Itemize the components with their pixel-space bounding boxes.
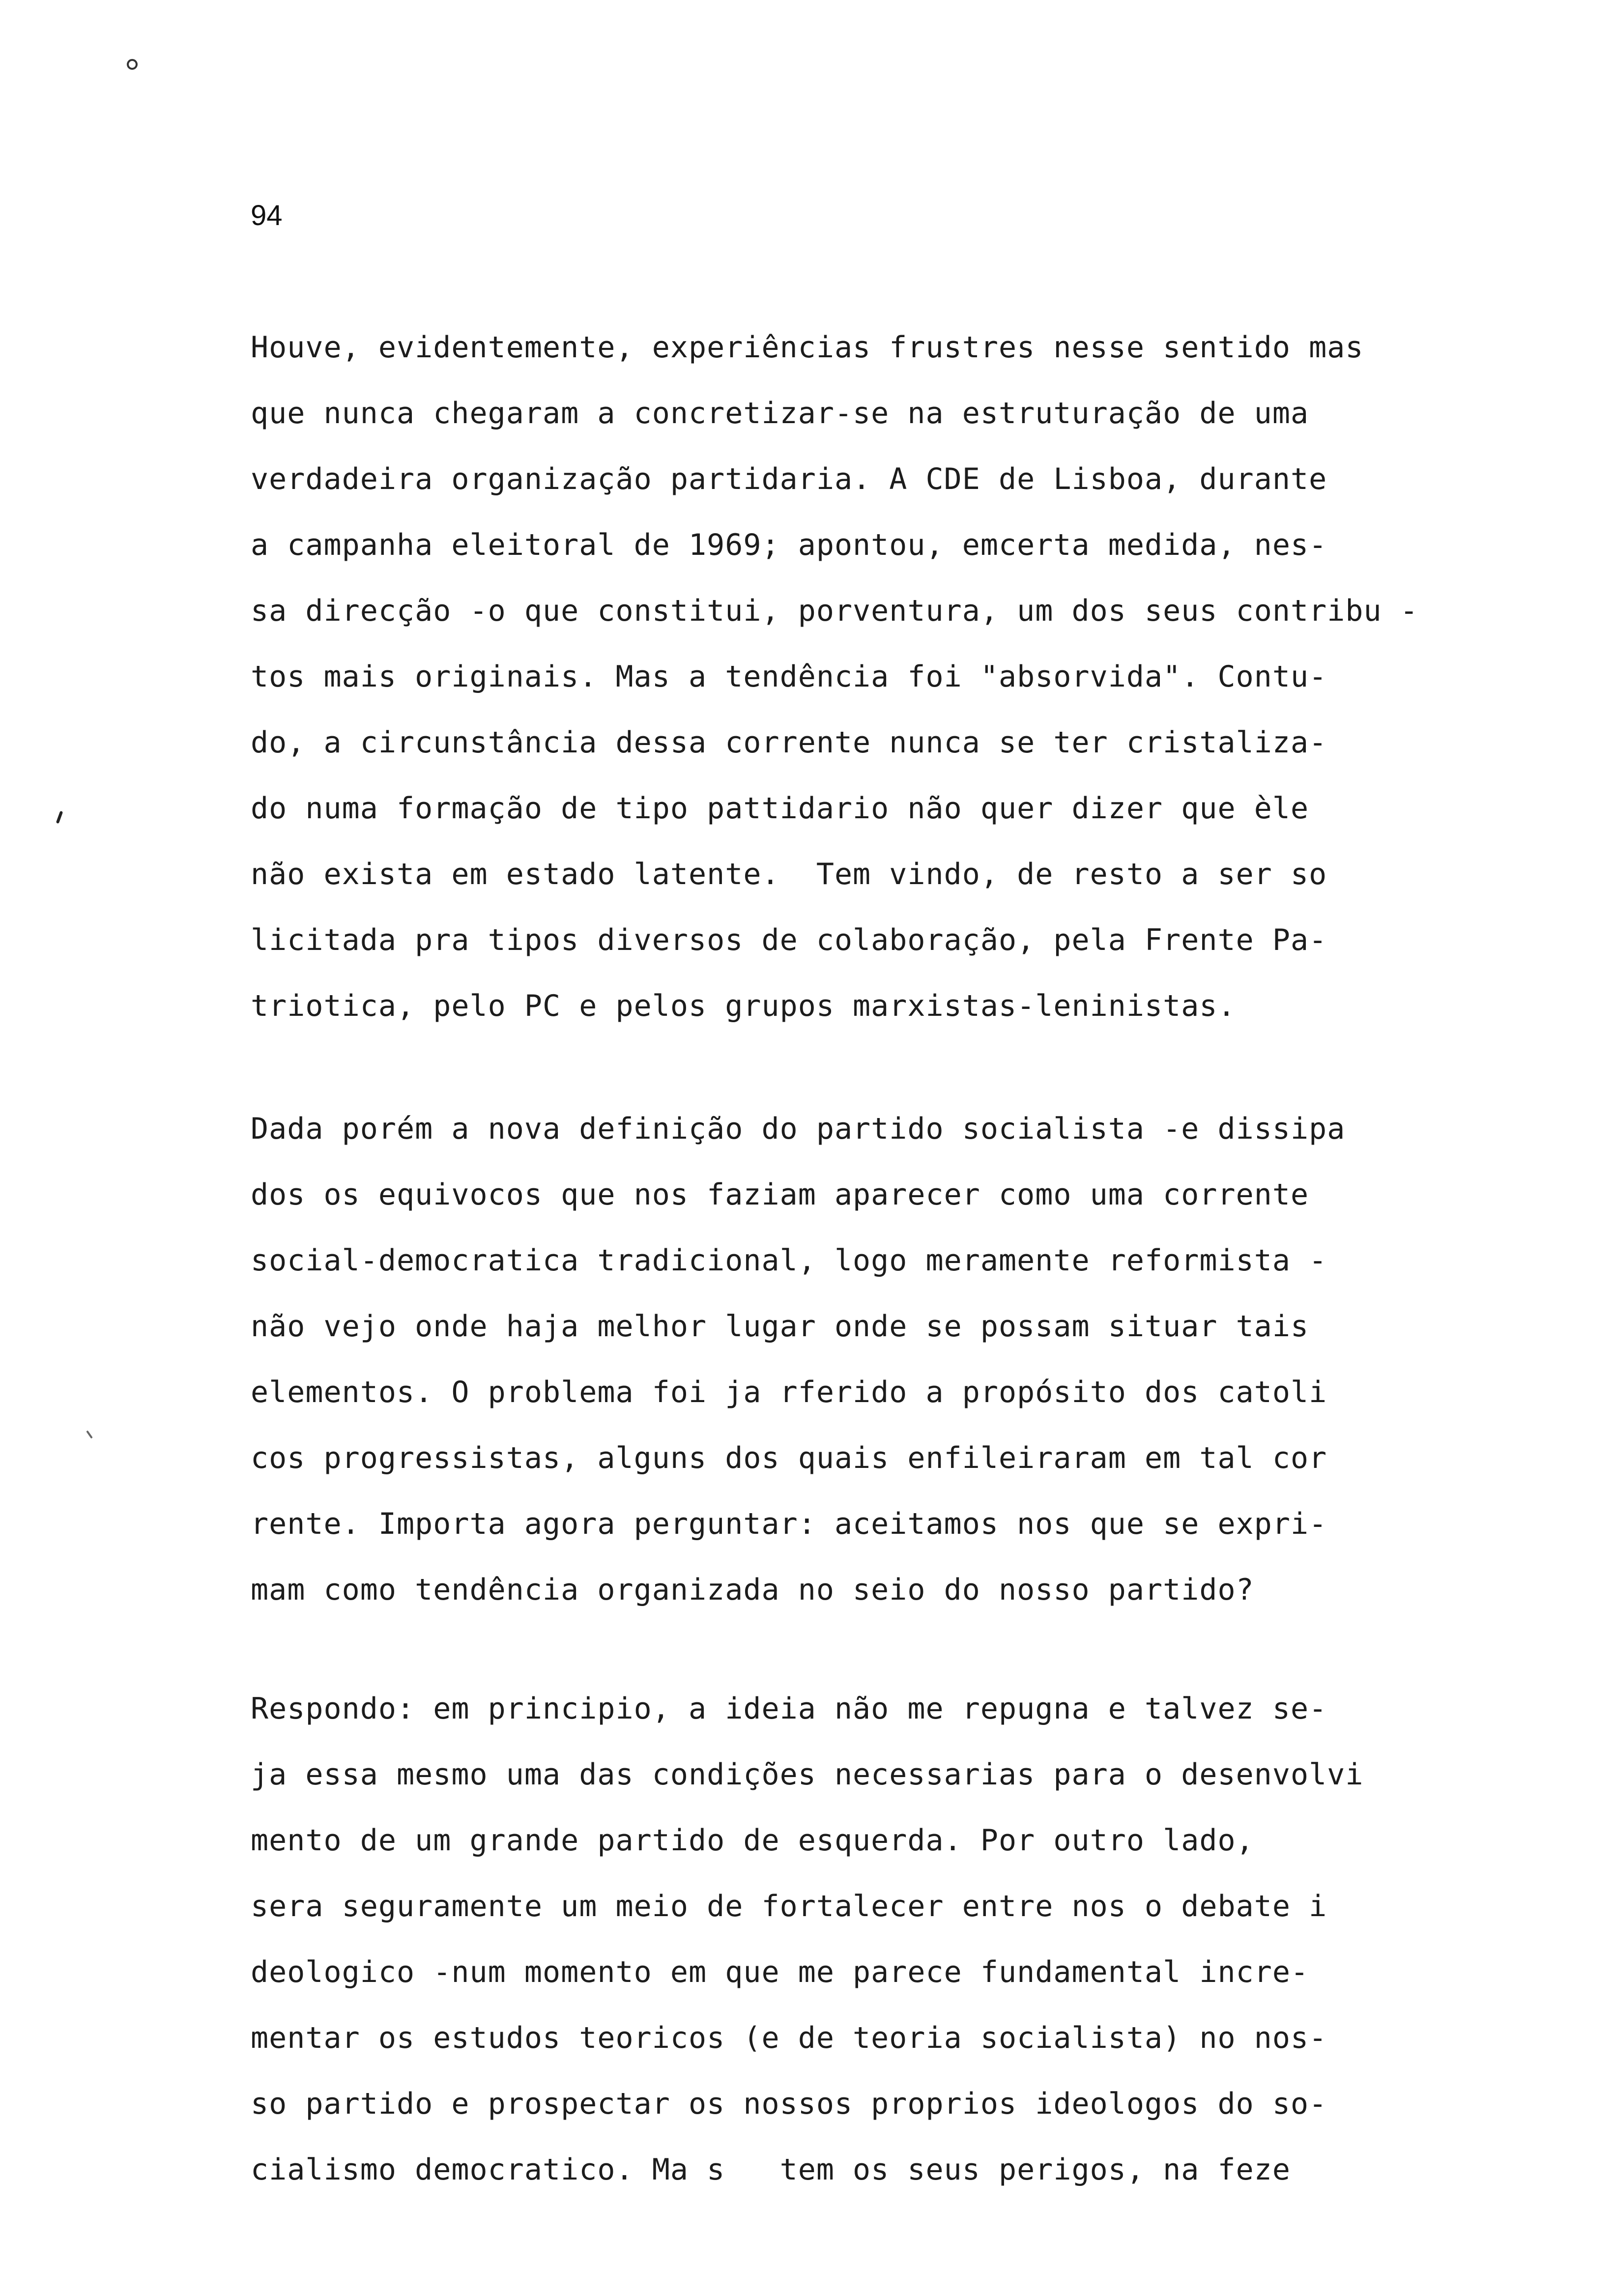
text-line: que nunca chegaram a concretizar-se na estruturação de uma xyxy=(251,396,1309,430)
scan-speck xyxy=(86,1430,93,1438)
text-line: rente. Importa agora perguntar: aceitamos nos que se expri- xyxy=(251,1507,1327,1541)
text-line: social-democratica tradicional, logo meramente reformista - xyxy=(251,1243,1327,1278)
text-line: Respondo: em principio, a ideia não me repugna e talvez se- xyxy=(251,1692,1327,1726)
text-line: elementos. O problema foi ja rferido a propósito dos catoli xyxy=(251,1375,1327,1409)
text-line: ja essa mesmo uma das condições necessarias para o desenvolvi xyxy=(251,1757,1364,1792)
text-line: do, a circunstância dessa corrente nunca se ter cristaliza- xyxy=(251,725,1327,760)
text-line: sera seguramente um meio de fortalecer entre nos o debate i xyxy=(251,1889,1327,1923)
text-line: não exista em estado latente. Tem vindo, de resto a ser so xyxy=(251,857,1327,891)
text-line: tos mais originais. Mas a tendência foi "absorvida". Contu- xyxy=(251,660,1327,694)
text-line: do numa formação de tipo pattidario não quer dizer que èle xyxy=(251,791,1309,826)
paragraph-3 xyxy=(251,1676,1450,2203)
text-line: mento de um grande partido de esquerda. Por outro lado, xyxy=(251,1823,1254,1858)
scan-speck xyxy=(127,59,138,70)
text-line: triotica, pelo PC e pelos grupos marxistas-leninistas. xyxy=(251,989,1236,1023)
page-number: 94 xyxy=(251,200,283,231)
text-line: não vejo onde haja melhor lugar onde se possam situar tais xyxy=(251,1309,1309,1344)
scan-speck xyxy=(56,811,63,824)
text-line: deologico -num momento em que me parece fundamental incre- xyxy=(251,1955,1309,1989)
text-line: mam como tendência organizada no seio do nosso partido? xyxy=(251,1573,1254,1607)
text-line: cialismo democratico. Ma s tem os seus perigos, na feze xyxy=(251,2152,1291,2187)
text-line: mentar os estudos teoricos (e de teoria socialista) no nos- xyxy=(251,2021,1327,2055)
paragraph-1 xyxy=(251,315,1450,1039)
text-line: sa direcção -o que constitui, porventura, um dos seus contribu - xyxy=(251,594,1418,628)
text-line: licitada pra tipos diversos de colaboração, pela Frente Pa- xyxy=(251,923,1327,957)
text-line: Dada porém a nova definição do partido socialista -e dissipa xyxy=(251,1112,1346,1146)
paragraph-2 xyxy=(251,1096,1450,1623)
text-line: cos progressistas, alguns dos quais enfileiraram em tal cor xyxy=(251,1441,1327,1475)
text-line: a campanha eleitoral de 1969; apontou, emcerta medida, nes- xyxy=(251,528,1327,562)
text-line: verdadeira organização partidaria. A CDE de Lisboa, durante xyxy=(251,462,1327,496)
text-line: dos os equivocos que nos faziam aparecer como uma corrente xyxy=(251,1177,1309,1212)
text-line: Houve, evidentemente, experiências frustres nesse sentido mas xyxy=(251,330,1364,365)
text-line: so partido e prospectar os nossos proprios ideologos do so- xyxy=(251,2087,1327,2121)
